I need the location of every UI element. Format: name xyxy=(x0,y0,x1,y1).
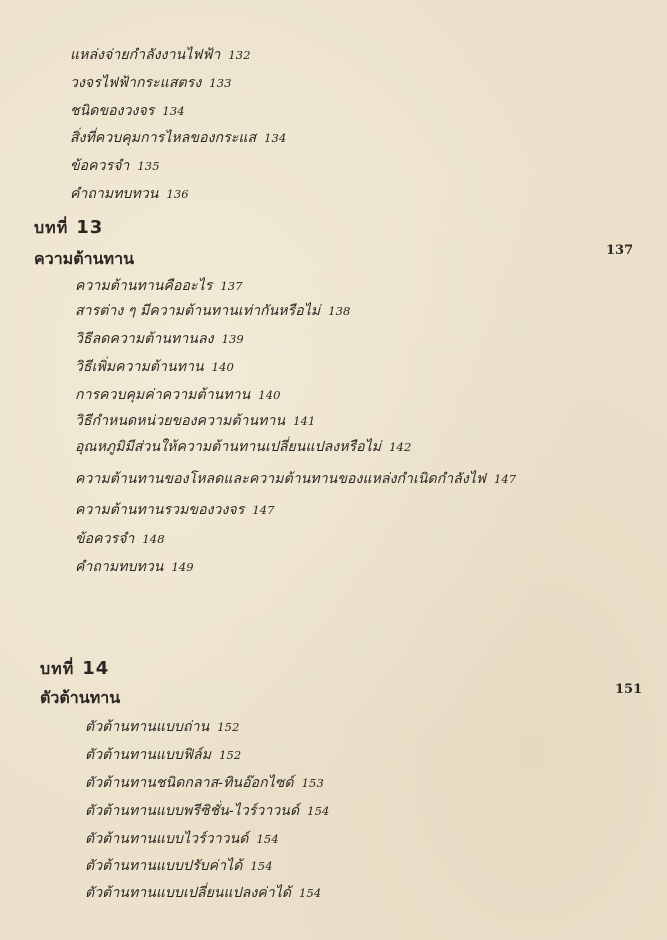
toc-entry xyxy=(75,499,275,521)
toc-entry-page: 134 xyxy=(264,131,287,145)
toc-entry-title: วิธีกำหนดหน่วยของความต้านทาน xyxy=(75,413,286,429)
toc-entry-title: วิธีเพิ่มความต้านทาน xyxy=(75,359,204,375)
toc-entry xyxy=(85,828,279,850)
toc-entry-title: ตัวต้านทานแบบปรับค่าได้ xyxy=(85,858,243,874)
toc-entry-page: 132 xyxy=(228,48,251,62)
toc-entry-title: ชนิดของวงจร xyxy=(70,103,155,119)
chapter-number: 13 xyxy=(76,217,104,238)
chapter-label xyxy=(40,657,109,682)
toc-entry-page: 154 xyxy=(307,804,330,818)
toc-entry-title: ตัวต้านทานแบบพรีซิชั่น-ไวร์วาวนด์ xyxy=(85,803,300,819)
toc-entry-page: 141 xyxy=(293,414,316,428)
toc-entry-page: 140 xyxy=(211,360,234,374)
toc-entry-title: อุณหภูมิมีส่วนให้ความต้านทานเปลี่ยนแปลงหรือไม่ xyxy=(75,439,382,455)
toc-entry xyxy=(85,772,324,794)
toc-entry-title: คำถามทบทวน xyxy=(75,559,164,575)
toc-entry xyxy=(85,716,240,738)
toc-entry-page: 134 xyxy=(162,104,185,118)
toc-entry-title: คำถามทบทวน xyxy=(70,186,159,202)
toc-entry-title: การควบคุมค่าความต้านทาน xyxy=(75,387,251,403)
toc-entry-page: 147 xyxy=(252,503,275,517)
toc-entry-page: 133 xyxy=(209,76,232,90)
toc-entry xyxy=(70,100,185,122)
toc-entry xyxy=(75,328,244,350)
toc-entry-page: 136 xyxy=(166,187,189,201)
toc-entry xyxy=(75,356,234,378)
toc-entry-page: 153 xyxy=(301,776,324,790)
toc-entry-page: 154 xyxy=(250,859,273,873)
toc-entry-page: 138 xyxy=(328,304,351,318)
toc-entry-page: 139 xyxy=(221,332,244,346)
toc-entry-page: 149 xyxy=(171,560,194,574)
toc-entry-page: 152 xyxy=(217,720,240,734)
toc-entry-title: แหล่งจ่ายกำลังงานไฟฟ้า xyxy=(70,47,221,63)
chapter-number: 14 xyxy=(82,658,110,679)
toc-entry xyxy=(75,528,165,550)
toc-entry-title: ความต้านทานรวมของวงจร xyxy=(75,502,245,518)
toc-entry-page: 135 xyxy=(137,159,160,173)
toc-entry xyxy=(85,800,329,822)
toc-entry-page: 142 xyxy=(389,440,412,454)
toc-entry xyxy=(75,410,315,432)
toc-entry xyxy=(75,300,350,322)
chapter-label-text: บทที่ xyxy=(34,218,69,237)
toc-entry xyxy=(75,384,281,406)
toc-entry-title: ตัวต้านทานชนิดกลาส-ทินอ๊อกไซด์ xyxy=(85,775,294,791)
toc-entry-page: 154 xyxy=(299,886,322,900)
toc-entry-title: ตัวต้านทานแบบถ่าน xyxy=(85,719,210,735)
toc-entry xyxy=(70,155,160,177)
chapter-page-number: 151 xyxy=(615,682,643,697)
toc-entry-title: วิธีลดความต้านทานลง xyxy=(75,331,214,347)
toc-entry xyxy=(85,744,241,766)
toc-entry-title: ตัวต้านทานแบบเปลี่ยนแปลงค่าได้ xyxy=(85,885,292,901)
chapter-title: ความต้านทาน xyxy=(34,249,134,268)
toc-entry xyxy=(75,468,516,490)
toc-entry-page: 154 xyxy=(256,832,279,846)
toc-entry-title: ความต้านทานคืออะไร xyxy=(75,278,213,294)
toc-entry xyxy=(85,855,273,877)
toc-entry-title: ตัวต้านทานแบบฟิล์ม xyxy=(85,747,212,763)
toc-entry xyxy=(75,436,411,458)
toc-entry-title: สารต่าง ๆ มีความต้านทานเท่ากันหรือไม่ xyxy=(75,303,321,319)
toc-entry-page: 147 xyxy=(493,472,517,486)
toc-entry-page: 152 xyxy=(219,748,242,762)
chapter-label-text: บทที่ xyxy=(40,659,75,678)
toc-entry-title: ข้อควรจำ xyxy=(75,531,135,547)
toc-entry xyxy=(75,275,243,297)
toc-entry xyxy=(85,882,321,904)
toc-entry-page: 137 xyxy=(220,279,243,293)
toc-entry-title: ข้อควรจำ xyxy=(70,158,130,174)
toc-entry xyxy=(75,556,194,578)
toc-entry-page: 148 xyxy=(142,532,165,546)
toc-entry-title: ตัวต้านทานแบบไวร์วาวนด์ xyxy=(85,831,249,847)
toc-entry xyxy=(70,44,251,66)
chapter-label xyxy=(34,216,103,241)
chapter-title: ตัวต้านทาน xyxy=(40,688,121,707)
toc-entry-title: สิ่งที่ควบคุมการไหลของกระแส xyxy=(70,130,257,146)
toc-entry xyxy=(70,127,286,149)
toc-entry xyxy=(70,72,232,94)
toc-entry-title: ความต้านทานของโหลดและความต้านทานของแหล่งกำเนิดกำลังไฟ xyxy=(75,471,486,487)
chapter-page-number: 137 xyxy=(606,243,634,258)
toc-entry-page: 140 xyxy=(258,388,281,402)
toc-entry-title: วงจรไฟฟ้ากระแสตรง xyxy=(70,75,202,91)
toc-entry xyxy=(70,183,189,205)
